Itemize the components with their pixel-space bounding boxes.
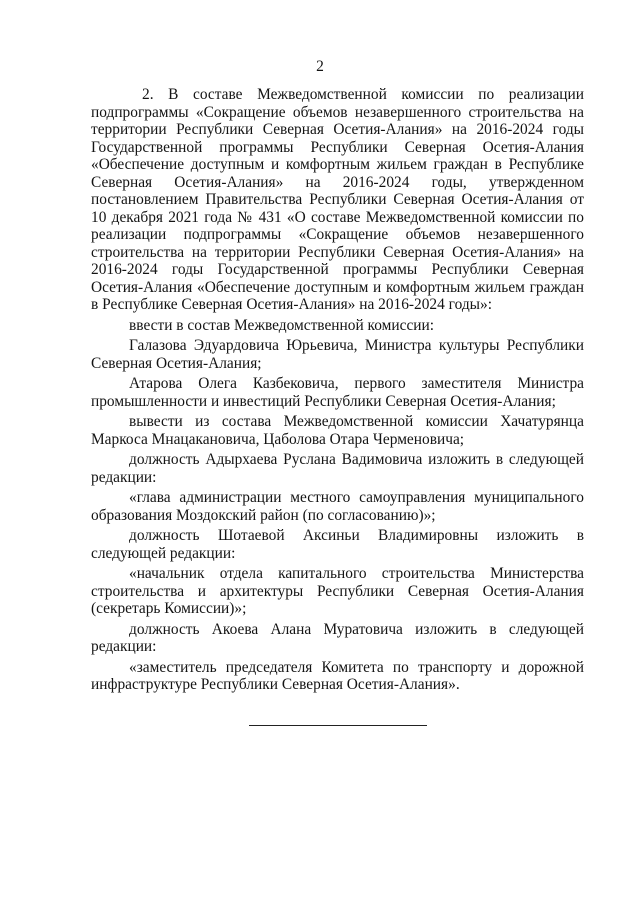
page-number: 2 xyxy=(316,58,324,75)
paragraph-member-galazov: Галазова Эдуардовича Юрьевича, Министра культуры Республики Северная Осетия-Алания; xyxy=(91,337,584,372)
paragraph-amendment-intro: 2. В составе Межведомственной комиссии по реализации подпрограммы «Сокращение объемов незавершенного строительства на территории Республики Северная Осетия-Алания» на 2016-2024 годы Государственной программы Республики Северная Осетия-Алания «Обеспечение доступным и комфортным жильем граждан в Республике Северная Осетия-Алания» на 2016-2024 годы, утвержденном постановлением Правительства Республики Северная Осетия-Алания от 10 декабря 2021 года № 431 «О составе Межведомственной комиссии по реализации подпрограммы «Сокращение объемов незавершенного строительства на территории Республики Северная Осетия-Алания» на 2016-2024 годы Государственной программы Республики Северная Осетия-Алания «Обеспечение доступным и комфортным жильем граждан в Республике Северная Осетия-Алания» на 2016-2024 годы»: xyxy=(91,86,584,313)
paragraph-position-shotaeva-text: «начальник отдела капитального строительства Министерства строительства и архитектуры Республики Северная Осетия-Алания (секретарь Комиссии)»; xyxy=(91,565,584,617)
closing-divider-line xyxy=(249,725,427,726)
paragraph-add-members: ввести в состав Межведомственной комиссии: xyxy=(129,316,435,334)
paragraph-position-shotaeva: должность Шотаевой Аксиньи Владимировны изложить в следующей редакции: xyxy=(91,527,584,562)
paragraph-member-atarov: Атарова Олега Казбековича, первого заместителя Министра промышленности и инвестиций Республики Северная Осетия-Алания; xyxy=(91,375,584,410)
paragraph-remove-members: вывести из состава Межведомственной комиссии Хачатурянца Маркоса Мнацакановича, Цаболова Отара Черменовича; xyxy=(91,413,584,448)
paragraph-position-adyrkhaev: должность Адырхаева Руслана Вадимовича изложить в следующей редакции: xyxy=(91,451,584,486)
paragraph-position-akoev-text: «заместитель председателя Комитета по транспорту и дорожной инфраструктуре Республики Северная Осетия-Алания». xyxy=(91,658,584,693)
paragraph-position-adyrkhaev-text: «глава администрации местного самоуправления муниципального образования Моздокский район (по согласованию)»; xyxy=(91,489,584,524)
document-body xyxy=(91,86,584,694)
paragraph-position-akoev: должность Акоева Алана Муратовича изложить в следующей редакции: xyxy=(91,620,584,655)
